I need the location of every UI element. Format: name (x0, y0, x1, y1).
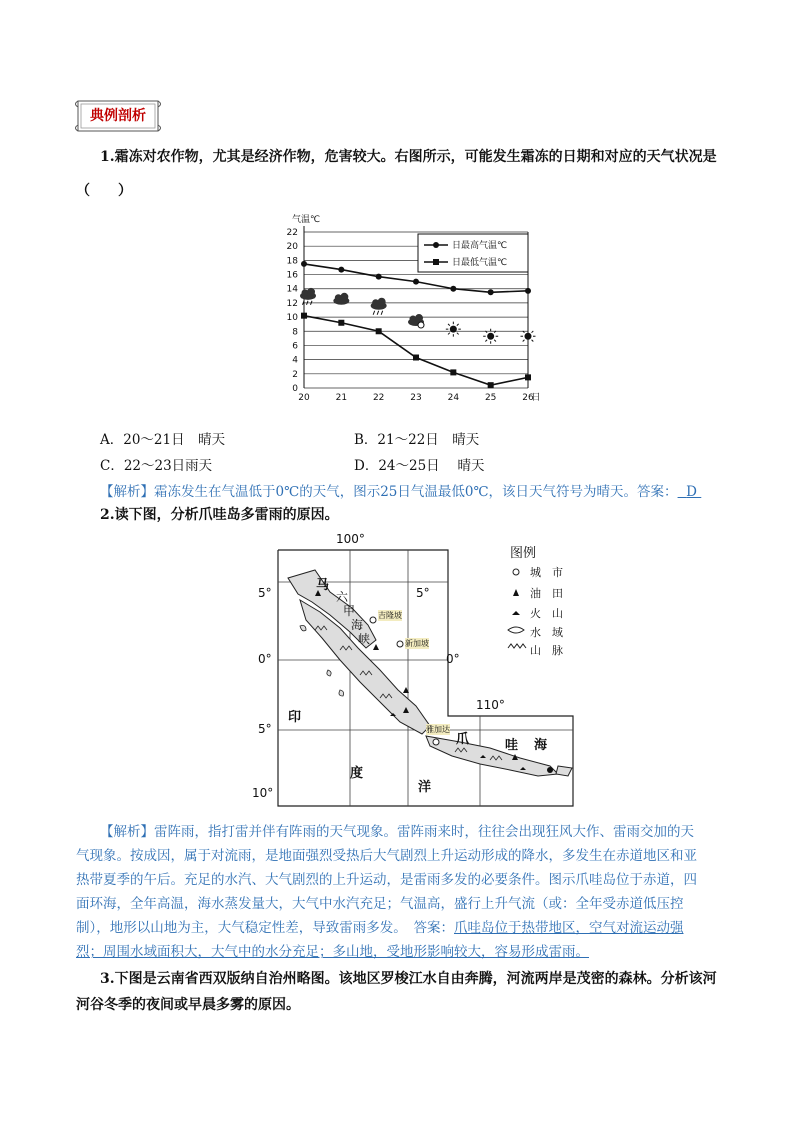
lat-5n-inner: 5° (416, 586, 430, 600)
legend-marker-max (433, 242, 439, 248)
lon-100: 100° (336, 532, 365, 546)
max-temp-point (413, 279, 419, 285)
max-temp-point (450, 286, 456, 292)
y-tick-label: 6 (292, 341, 298, 352)
y-tick-label: 4 (292, 355, 298, 366)
q2-answer-2: 烈；周围水域面积大，大气中的水分充足；多山地，受地形影响较大，容易形成雷雨。 (76, 944, 589, 960)
lat-5n-left: 5° (258, 586, 272, 600)
q2-stem (100, 502, 339, 528)
section-banner (72, 98, 164, 134)
max-temp-point (301, 261, 307, 267)
lon-110: 110° (476, 698, 505, 712)
y-axis-label: 气温℃ (292, 215, 321, 225)
q2-analysis-line-4: 面环海，全年高温，海水蒸发量大，大气中水汽充足；气温高，盛行上升气流（或：全年受赤道低压控 (76, 896, 684, 912)
y-tick-label: 20 (286, 242, 298, 253)
lat-0-inner: 0° (446, 652, 460, 666)
y-tick-label: 2 (292, 369, 298, 380)
banner-title: 典例剖析 (90, 108, 146, 124)
q2-analysis (76, 820, 732, 964)
max-temp-point (525, 288, 531, 294)
cloudy-icon (333, 293, 349, 305)
sunny-icon (521, 329, 536, 344)
legend-mountain: 山 脉 (530, 644, 563, 657)
label-ma: 马 (316, 578, 330, 593)
q2-analysis-line-5: 制），地形以山地为主，大气稳定性差，导致雷雨多发。 答案： (76, 920, 454, 936)
city-kuala-lumpur: 吉隆坡 (378, 611, 402, 620)
y-tick-label: 16 (286, 270, 298, 281)
legend-volcano: 火 山 (530, 607, 563, 620)
q3-line-2: 河谷冬季的夜间或早晨多雾的原因。 (76, 997, 300, 1013)
x-tick-label: 24 (447, 393, 460, 403)
y-tick-label: 14 (286, 284, 298, 295)
x-tick-label: 25 (484, 393, 497, 403)
max-temp-point (488, 289, 494, 295)
q1-text: 霜冻对农作物，尤其是经济作物，危害较大。右图所示，可能发生霜冻的日期和对应的天气状况是 (114, 149, 717, 165)
label-hai2: 海 (534, 738, 548, 753)
java-map (240, 530, 580, 810)
max-temp-point (338, 267, 344, 273)
q2-analysis-line-2: 气现象。按成因，属于对流雨，是地面强烈受热后大气剧烈上升运动形成的降水，多发生在赤道地区和亚 (76, 848, 697, 864)
sunny-icon (483, 329, 498, 344)
label-xia: 峡 (358, 632, 371, 646)
q1-analysis-text: 霜冻发生在气温低于0℃的天气，图示25日气温最低0℃，该日天气符号为晴天。答案： (154, 484, 678, 500)
min-temp-point (376, 328, 382, 334)
q2-analysis-line-1: 雷阵雨，指打雷并伴有阵雨的天气现象。雷阵雨来时，往往会出现狂风大作、雷雨交加的天 (154, 824, 694, 840)
sumatra (300, 600, 430, 734)
q2-number: 2. (100, 507, 115, 523)
min-temp-point (450, 369, 456, 375)
x-axis-unit: 日 (531, 393, 541, 403)
option-a: A．20～21日 晴天 (100, 432, 226, 448)
q1-answer: D (686, 484, 697, 500)
lat-0-left: 0° (258, 652, 272, 666)
y-tick-label: 8 (292, 327, 298, 338)
city-singapore: 新加坡 (405, 639, 429, 648)
x-tick-label: 23 (410, 393, 422, 403)
q1-number: 1. (100, 149, 115, 165)
series-line-2 (304, 316, 528, 385)
q3-number: 3. (100, 971, 115, 987)
y-tick-label: 10 (286, 313, 298, 324)
sunny-icon (446, 322, 461, 337)
q1-stem (100, 144, 740, 170)
legend-water: 水 域 (530, 626, 563, 639)
max-temp-point (376, 274, 382, 280)
x-tick-label: 21 (335, 393, 348, 403)
x-tick-label: 20 (298, 393, 310, 403)
x-tick-label: 26 (522, 393, 534, 403)
label-du: 度 (350, 766, 364, 781)
q3-stem (100, 966, 740, 992)
label-jia: 甲 (343, 604, 356, 618)
q3-line-1: 下图是云南省西双版纳自治州略图。该地区罗梭江水自由奔腾，河流两岸是茂密的森林。分析该河 (114, 971, 717, 987)
legend-oilfield: 油 田 (530, 587, 563, 600)
min-temp-point (525, 374, 531, 380)
lat-5s-left: 5° (258, 722, 272, 736)
q1-paren: （ ） (76, 183, 132, 199)
city-jakarta: 雅加达 (426, 725, 450, 734)
y-tick-label: 12 (286, 298, 298, 309)
rain-icon (371, 298, 387, 315)
label-yin: 印 (288, 710, 302, 725)
q2-answer-1: 爪哇岛位于热带地区，空气对流运动强 (454, 920, 684, 936)
min-temp-point (338, 320, 344, 326)
q1-analysis (100, 480, 740, 500)
legend-city: 城 市 (530, 566, 563, 579)
partly-cloudy-icon (408, 314, 424, 328)
q2-text: 读下图，分析爪哇岛多雷雨的原因。 (114, 507, 339, 523)
y-tick-label: 22 (286, 228, 298, 238)
q2-analysis-line-3: 热带夏季的午后。充足的水汽、大气剧烈的上升运动，是雷雨多发的必要条件。图示爪哇岛位于赤道，四 (76, 872, 697, 888)
label-hai: 海 (351, 618, 364, 632)
thunderstorm-icon (300, 288, 316, 305)
legend-label-max: 日最高气温℃ (452, 241, 508, 251)
q2-analysis-tag: 【解析】 (100, 824, 154, 840)
option-c: C．22～23日雨天 (100, 458, 213, 474)
temperature-chart (276, 210, 546, 410)
lat-10s-left: 10° (252, 786, 274, 800)
min-temp-point (301, 313, 307, 319)
min-temp-point (413, 355, 419, 361)
x-tick-label: 22 (372, 393, 385, 403)
label-zhua: 爪 (456, 732, 470, 747)
label-liu: 六 (336, 590, 349, 604)
y-tick-label: 0 (292, 384, 298, 394)
min-temp-point (488, 382, 494, 388)
label-wa: 哇 (505, 738, 519, 753)
y-tick-label: 18 (286, 256, 298, 267)
legend-label-min: 日最低气温℃ (452, 258, 508, 268)
legend-title: 图例 (510, 546, 537, 561)
label-yang: 洋 (418, 780, 432, 795)
option-d: D．24～25日 晴天 (354, 458, 485, 474)
option-b: B．21～22日 晴天 (354, 432, 480, 448)
legend-marker-min (433, 259, 439, 265)
q1-analysis-tag: 【解析】 (100, 484, 154, 500)
